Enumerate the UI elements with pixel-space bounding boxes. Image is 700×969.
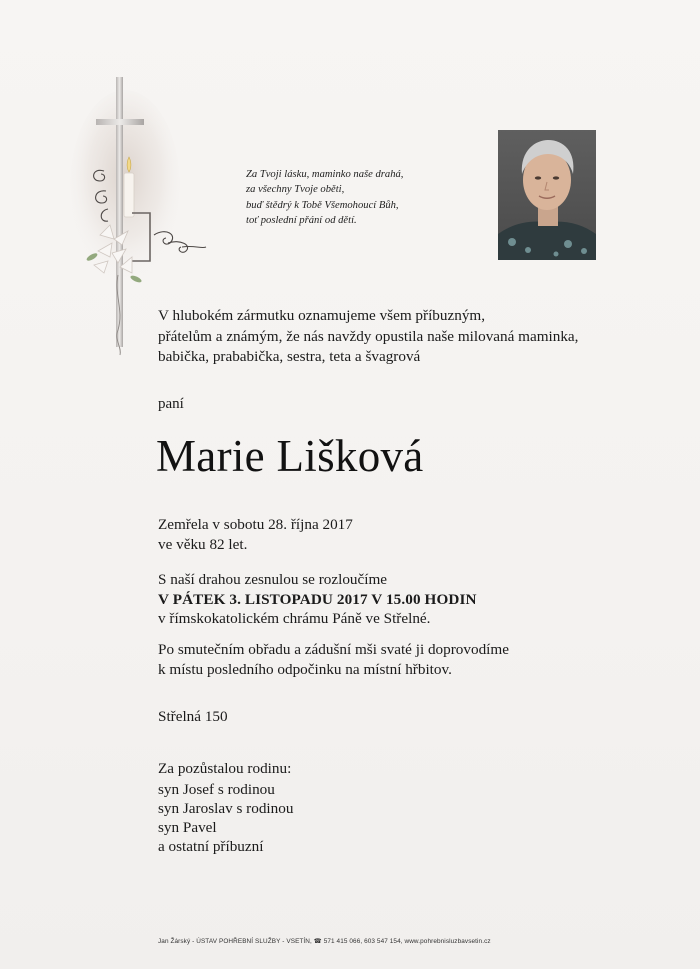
family-list xyxy=(158,759,293,856)
poem-line: toť poslední přání od dětí. xyxy=(246,215,357,227)
family-member: a ostatní příbuzní xyxy=(158,838,264,855)
death-age: ve věku 82 let. xyxy=(158,535,248,553)
burial-line: k místu posledního odpočinku na místní hřbitov. xyxy=(158,660,452,678)
burial-info xyxy=(158,640,509,679)
title-prefix: paní xyxy=(158,396,184,412)
poem-line: Za Tvoji lásku, maminko naše drahá, xyxy=(246,169,404,180)
poem-line: za všechny Tvoje oběti, xyxy=(246,184,345,196)
death-date: Zemřela v sobotu 28. října 2017 xyxy=(158,516,353,533)
deceased-name: Marie Lišková xyxy=(156,431,424,481)
ceremony-place: v římskokatolickém chrámu Páně ve Střelné. xyxy=(158,610,431,627)
memorial-poem xyxy=(246,167,476,229)
announcement-line: babička, prababička, sestra, teta a švagrová xyxy=(158,348,421,366)
ceremony-info xyxy=(158,570,477,629)
funeral-service-footer: Jan Žárský - ÚSTAV POHŘEBNÍ SLUŽBY - VSETÍN, ☎ 571 415 066, 603 547 154, www.pohrebnisluzbavsetin.cz xyxy=(158,938,491,945)
family-member: syn Jaroslav s rodinou xyxy=(158,800,294,817)
ceremony-intro: S naší drahou zesnulou se rozloučíme xyxy=(158,571,388,588)
ceremony-date: V PÁTEK 3. LISTOPADU 2017 V 15.00 HODIN xyxy=(158,590,477,608)
announcement-line: V hlubokém zármutku oznamujeme všem příbuzným, xyxy=(158,307,486,324)
death-info xyxy=(158,515,353,554)
family-member: syn Pavel xyxy=(158,819,217,836)
address: Střelná 150 xyxy=(158,708,228,725)
announcement-text xyxy=(158,306,628,368)
announcement-line: přátelům a známým, že nás navždy opustila naše milovaná maminka, xyxy=(158,327,579,345)
poem-line: buď štědrý k Tobě Všemohoucí Bůh, xyxy=(246,199,399,211)
family-member: syn Josef s rodinou xyxy=(158,781,275,798)
family-heading: Za pozůstalou rodinu: xyxy=(158,760,292,777)
burial-line: Po smutečním obřadu a zádušní mši svaté ji doprovodíme xyxy=(158,641,509,658)
portrait-photo xyxy=(498,130,596,260)
